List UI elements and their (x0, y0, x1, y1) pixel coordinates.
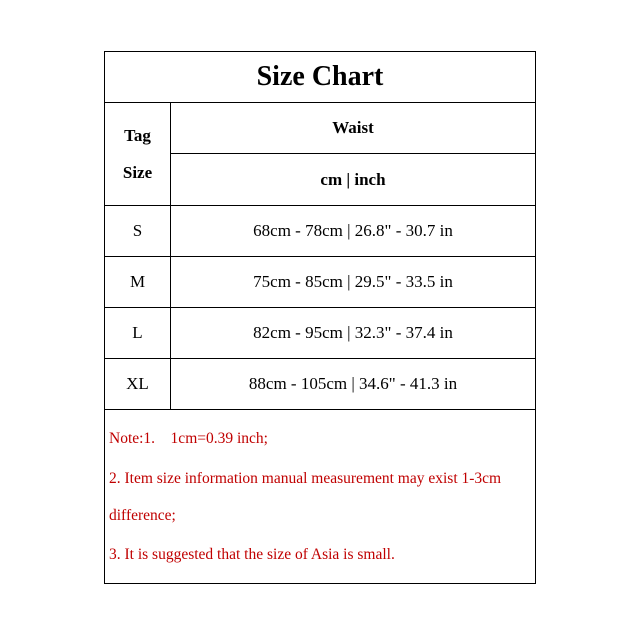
size-chart-table (104, 51, 536, 584)
note-line-1: Note:1. 1cm=0.39 inch; (109, 430, 268, 447)
table-row (105, 308, 535, 359)
size-cell: M (105, 257, 171, 307)
waist-cell: 82cm - 95cm | 32.3" - 37.4 in (253, 323, 453, 342)
size-cell: S (105, 206, 171, 256)
tag-size-header-line1: Tag (124, 126, 151, 145)
note-line-2: 2. Item size information manual measurement may exist 1-3cm (109, 470, 502, 487)
table-row (105, 206, 535, 257)
waist-cell: 88cm - 105cm | 34.6" - 41.3 in (248, 374, 458, 393)
table-row (105, 359, 535, 410)
tag-size-header-line2: Size (122, 163, 153, 182)
size-cell: XL (105, 359, 171, 409)
table-row (105, 257, 535, 308)
tag-size-header (105, 103, 171, 206)
size-rows (105, 206, 535, 410)
waist-cell: 75cm - 85cm | 29.5" - 33.5 in (253, 272, 453, 291)
note-line-3: difference; (109, 507, 176, 524)
waist-cell: 68cm - 78cm | 26.8" - 30.7 in (253, 221, 453, 240)
unit-header: cm | inch (171, 154, 535, 206)
size-cell: L (105, 308, 171, 358)
waist-header: Waist (171, 103, 535, 154)
chart-title: Size Chart (105, 52, 535, 103)
note-line-4: 3. It is suggested that the size of Asia is small. (109, 546, 395, 563)
